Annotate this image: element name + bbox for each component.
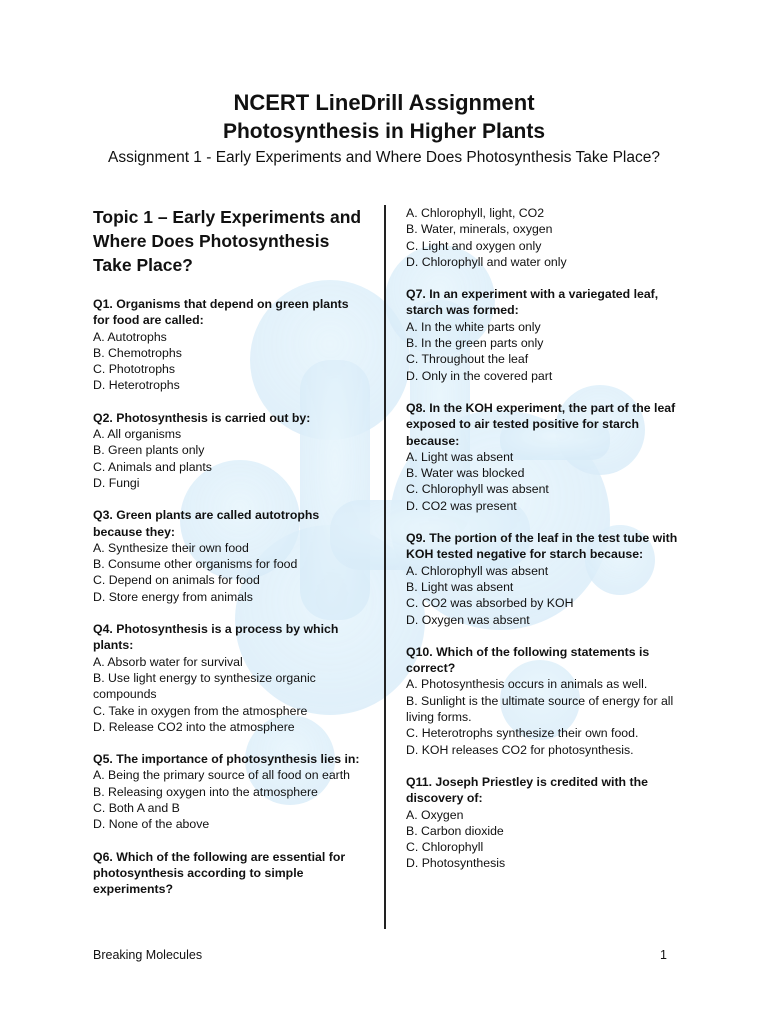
answer-option: D. KOH releases CO2 for photosynthesis.	[406, 742, 634, 757]
right-column	[406, 205, 681, 888]
answer-option: D. Only in the covered part	[406, 368, 553, 383]
question-block	[93, 621, 363, 735]
answer-option: C. CO2 was absorbed by KOH	[406, 596, 574, 611]
question-block	[93, 751, 363, 832]
answer-option: D. Photosynthesis	[406, 856, 506, 871]
question-text: Q6. Which of the following are essential for photosynthesis according to simple experiments?	[93, 849, 346, 897]
question-text: Q4. Photosynthesis is a process by which plants:	[93, 622, 339, 653]
answer-option: C. Chlorophyll	[406, 840, 484, 855]
answer-option: C. Take in oxygen from the atmosphere	[93, 703, 308, 718]
answer-option: C. Phototrophs	[93, 362, 176, 377]
answer-option: C. Both A and B	[93, 801, 180, 816]
topic-heading: Topic 1 – Early Experiments and Where Does Photosynthesis Take Place?	[93, 207, 362, 275]
question-text: Q11. Joseph Priestley is credited with the discovery of:	[406, 774, 648, 806]
answer-option: A. Autotrophs	[93, 329, 167, 344]
answer-option: A. All organisms	[93, 427, 182, 442]
answer-option: C. Heterotrophs synthesize their own food.	[406, 726, 639, 741]
answer-option: A. Oxygen	[406, 807, 464, 822]
answer-option: B. Use light energy to synthesize organic compounds	[93, 670, 316, 702]
question-text: Q7. In an experiment with a variegated leaf, starch was formed:	[406, 287, 659, 318]
question-text: Q3. Green plants are called autotrophs because they:	[93, 508, 320, 539]
answer-option: D. Heterotrophs	[93, 378, 180, 393]
answer-option: D. Fungi	[93, 475, 140, 490]
answer-option: D. CO2 was present	[406, 498, 517, 513]
answer-option: B. Water, minerals, oxygen	[406, 222, 553, 237]
answer-option: D. Release CO2 into the atmosphere	[93, 719, 295, 734]
answer-option: A. Chlorophyll, light, CO2	[406, 206, 545, 220]
answer-option: C. Chlorophyll was absent	[406, 482, 549, 497]
question-block	[93, 507, 363, 605]
question-block	[93, 849, 363, 898]
answer-option: B. In the green parts only	[406, 336, 544, 351]
answer-option: B. Carbon dioxide	[406, 823, 504, 838]
answer-option: A. Absorb water for survival	[93, 654, 243, 669]
question-text: Q9. The portion of the leaf in the test tube with KOH tested negative for starch because:	[406, 531, 678, 562]
answer-option: B. Light was absent	[406, 579, 514, 594]
question-block	[93, 410, 363, 491]
question-text: Q10. Which of the following statements is correct?	[406, 644, 650, 676]
answer-option: B. Water was blocked	[406, 466, 525, 481]
answer-option: A. Chlorophyll was absent	[406, 563, 549, 578]
question-block	[93, 296, 363, 394]
answer-option: C. Throughout the leaf	[406, 352, 529, 367]
document-title: NCERT LineDrill Assignment	[233, 90, 535, 115]
answer-option: B. Consume other organisms for food	[93, 557, 298, 572]
question-text: Q2. Photosynthesis is carried out by:	[93, 410, 311, 425]
answer-option: D. Chlorophyll and water only	[406, 254, 567, 269]
answer-option: B. Releasing oxygen into the atmosphere	[93, 784, 318, 799]
answer-option: D. Oxygen was absent	[406, 612, 530, 627]
answer-option: B. Sunlight is the ultimate source of energy for all living forms.	[406, 693, 674, 725]
footer-brand: Breaking Molecules	[93, 948, 203, 962]
column-divider	[384, 205, 386, 929]
document-subject-title: Photosynthesis in Higher Plants	[222, 120, 546, 143]
answer-option: A. Being the primary source of all food on earth	[93, 768, 351, 783]
answer-option: A. Light was absent	[406, 449, 514, 464]
answer-option: D. Store energy from animals	[93, 589, 253, 604]
left-column	[93, 205, 363, 914]
answer-option: C. Light and oxygen only	[406, 238, 542, 253]
answer-option: C. Depend on animals for food	[93, 573, 260, 588]
question-text: Q1. Organisms that depend on green plants for food are called:	[93, 297, 349, 328]
answer-option: A. Photosynthesis occurs in animals as well.	[406, 677, 648, 692]
page-number: 1	[660, 948, 667, 962]
question-block	[406, 286, 681, 384]
question-block	[406, 530, 681, 628]
answer-option: B. Green plants only	[93, 443, 205, 458]
assignment-subtitle: Assignment 1 - Early Experiments and Where Does Photosynthesis Take Place?	[108, 149, 660, 166]
question-6-options	[406, 205, 681, 270]
question-block	[406, 774, 681, 872]
answer-option: A. Synthesize their own food	[93, 540, 249, 555]
answer-option: D. None of the above	[93, 817, 210, 832]
answer-option: C. Animals and plants	[93, 459, 212, 474]
question-block	[406, 644, 681, 758]
question-text: Q5. The importance of photosynthesis lies in:	[93, 752, 360, 767]
question-text: Q8. In the KOH experiment, the part of the leaf exposed to air tested positive for starch because:	[406, 400, 676, 448]
question-block	[406, 400, 681, 514]
answer-option: A. In the white parts only	[406, 319, 541, 334]
answer-option: B. Chemotrophs	[93, 345, 182, 360]
